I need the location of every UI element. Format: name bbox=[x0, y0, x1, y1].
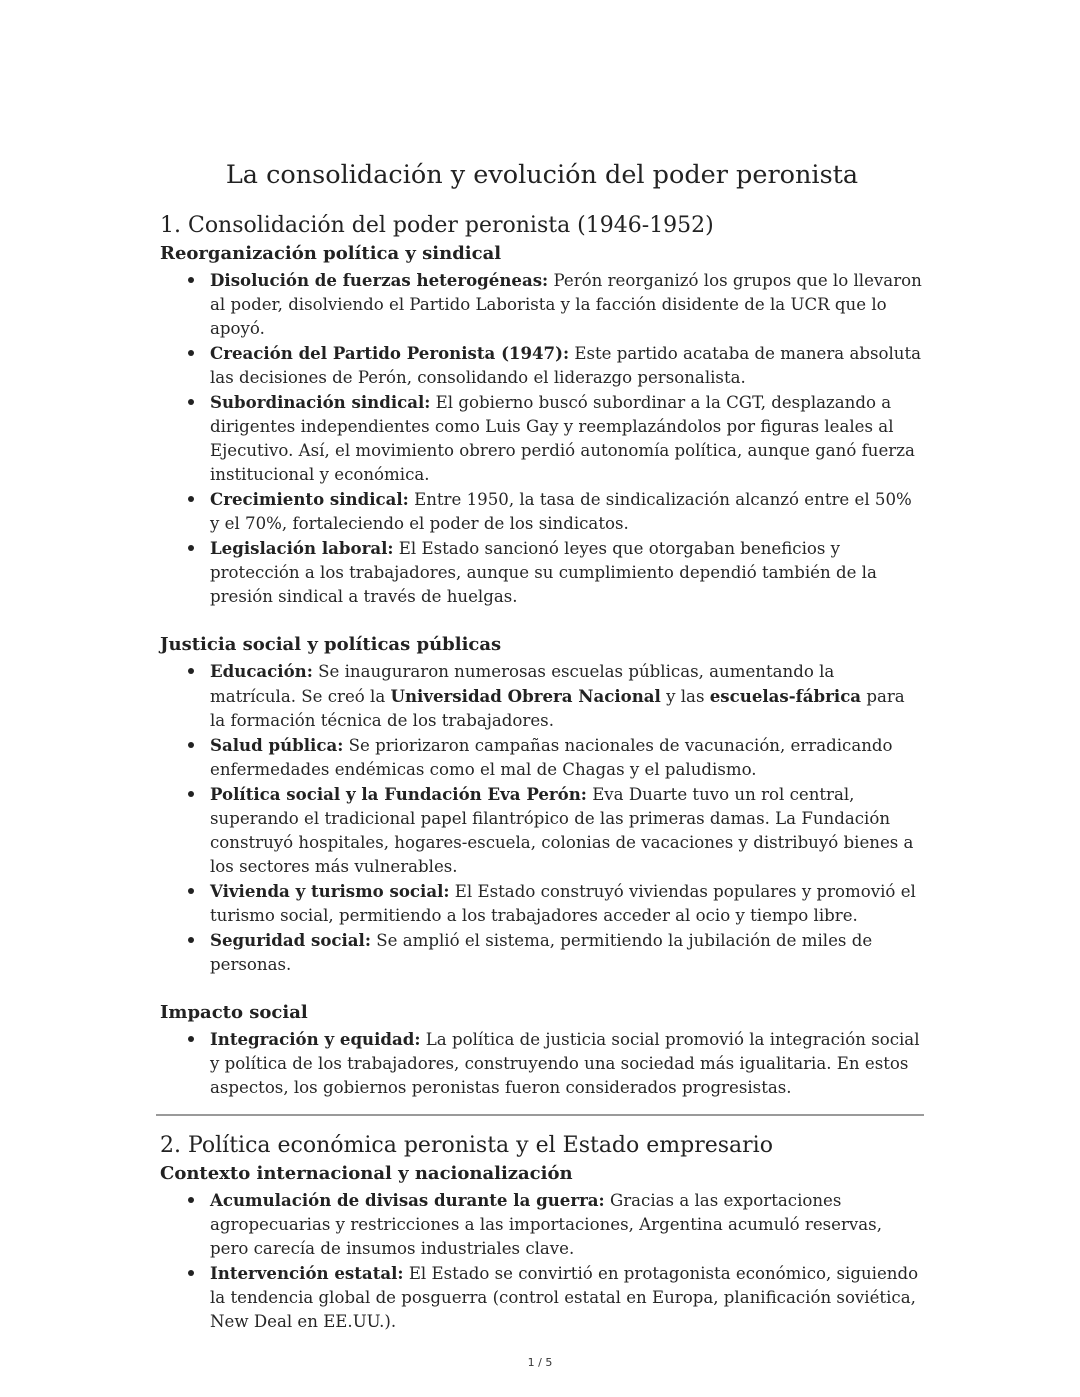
document-page bbox=[160, 152, 924, 1334]
list-item bbox=[160, 659, 924, 733]
list-item bbox=[160, 268, 924, 341]
impacto-list bbox=[160, 1027, 924, 1100]
section-1-heading: 1. Consolidación del poder peronista (1946-1952) bbox=[160, 213, 714, 238]
item-term: Acumulación de divisas durante la guerra: bbox=[210, 1190, 605, 1210]
item-text: El Estado sancionó leyes que otorgaban beneficios y protección a los trabajadores, aunque su cumplimiento dependió también de la presión sindical a través de huelgas. bbox=[210, 539, 877, 606]
bullet-icon bbox=[188, 937, 194, 943]
list-item bbox=[160, 536, 924, 609]
list-item bbox=[160, 1261, 924, 1334]
reorganizacion-list bbox=[160, 268, 924, 609]
bullet-icon bbox=[188, 1270, 194, 1276]
item-text: El Estado se convirtió en protagonista económico, siguiendo la tendencia global de posguerra (control estatal en Europa, planificación soviética, New Deal en EE.UU.). bbox=[210, 1264, 919, 1331]
item-text: Entre 1950, la tasa de sindicalización alcanzó entre el 50% y el 70%, fortaleciendo el poder de los sindicatos. bbox=[210, 490, 912, 533]
subsection-reorganizacion-heading: Reorganización política y sindical bbox=[160, 243, 502, 264]
item-term: Legislación laboral: bbox=[210, 538, 394, 558]
list-item bbox=[160, 487, 924, 536]
item-text: El gobierno buscó subordinar a la CGT, desplazando a dirigentes independientes como Luis Gay y reemplazándolos por figuras leales al Ejecutivo. Así, el movimiento obrero perdió autonomía política, aunque ganó fuerza institucional y económica. bbox=[210, 393, 915, 484]
list-item bbox=[160, 928, 924, 977]
list-item bbox=[160, 1027, 924, 1100]
item-text: Gracias a las exportaciones agropecuarias y restricciones a las importaciones, Argentina acumuló reservas, pero carecía de insumos industriales clave. bbox=[210, 1191, 882, 1258]
item-bold: escuelas-fábrica bbox=[709, 686, 862, 706]
item-term: Subordinación sindical: bbox=[210, 392, 431, 412]
item-text: Se priorizaron campañas nacionales de vacunación, erradicando enfermedades endémicas como el mal de Chagas y el paludismo. bbox=[210, 736, 893, 779]
list-item bbox=[160, 782, 924, 879]
list-item bbox=[160, 733, 924, 782]
bullet-icon bbox=[188, 742, 194, 748]
item-text: y las bbox=[660, 687, 710, 706]
item-term: Salud pública: bbox=[210, 735, 344, 755]
subsection-justicia-heading: Justicia social y políticas públicas bbox=[160, 634, 502, 655]
item-text: Se amplió el sistema, permitiendo la jubilación de miles de personas. bbox=[210, 931, 873, 974]
item-term: Disolución de fuerzas heterogéneas: bbox=[210, 270, 549, 290]
bullet-icon bbox=[188, 277, 194, 283]
item-term: Seguridad social: bbox=[210, 930, 371, 950]
bullet-icon bbox=[188, 668, 194, 674]
item-text: El Estado construyó viviendas populares y promovió el turismo social, permitiendo a los trabajadores acceder al ocio y tiempo libre. bbox=[210, 882, 916, 925]
bullet-icon bbox=[188, 545, 194, 551]
bullet-icon bbox=[188, 399, 194, 405]
section-divider bbox=[156, 1114, 924, 1116]
bullet-icon bbox=[188, 1197, 194, 1203]
subsection-contexto-heading: Contexto internacional y nacionalización bbox=[160, 1163, 573, 1184]
list-item bbox=[160, 341, 924, 390]
bullet-icon bbox=[188, 496, 194, 502]
item-term: Integración y equidad: bbox=[210, 1029, 421, 1049]
item-text: La política de justicia social promovió la integración social y política de los trabajadores, construyendo una sociedad más igualitaria. En estos aspectos, los gobiernos peronistas fueron considerados progresistas. bbox=[210, 1030, 920, 1097]
item-text: Perón reorganizó los grupos que lo llevaron al poder, disolviendo el Partido Laborista y la facción disidente de la UCR que lo apoyó. bbox=[210, 271, 922, 338]
item-term: Creación del Partido Peronista (1947): bbox=[210, 343, 570, 363]
contexto-list bbox=[160, 1188, 924, 1334]
bullet-icon bbox=[188, 1036, 194, 1042]
list-item bbox=[160, 879, 924, 928]
list-item bbox=[160, 390, 924, 487]
item-text: para la formación técnica de los trabajadores. bbox=[210, 687, 905, 730]
item-text: Eva Duarte tuvo un rol central, superando el tradicional papel filantrópico de las primeras damas. La Fundación construyó hospitales, hogares-escuela, colonias de vacaciones y distribuyó bienes a los sectores más vulnerables. bbox=[210, 785, 914, 876]
section-2-heading: 2. Política económica peronista y el Estado empresario bbox=[160, 1133, 773, 1158]
list-item bbox=[160, 1188, 924, 1261]
item-term: Política social y la Fundación Eva Perón: bbox=[210, 784, 587, 804]
item-text: Este partido acataba de manera absoluta las decisiones de Perón, consolidando el liderazgo personalista. bbox=[210, 344, 922, 387]
page-number: 1 / 5 bbox=[527, 1356, 553, 1369]
justicia-list bbox=[160, 659, 924, 977]
item-text: Se inauguraron numerosas escuelas públicas, aumentando la matrícula. Se creó la bbox=[210, 662, 835, 706]
item-term: Intervención estatal: bbox=[210, 1263, 404, 1283]
bullet-icon bbox=[188, 350, 194, 356]
subsection-impacto-heading: Impacto social bbox=[160, 1002, 308, 1023]
bullet-icon bbox=[188, 888, 194, 894]
bullet-icon bbox=[188, 791, 194, 797]
item-term: Educación: bbox=[210, 661, 313, 681]
item-term: Crecimiento sindical: bbox=[210, 489, 409, 509]
document-title: La consolidación y evolución del poder peronista bbox=[225, 160, 859, 190]
item-bold: Universidad Obrera Nacional bbox=[390, 686, 661, 706]
item-term: Vivienda y turismo social: bbox=[210, 881, 450, 901]
